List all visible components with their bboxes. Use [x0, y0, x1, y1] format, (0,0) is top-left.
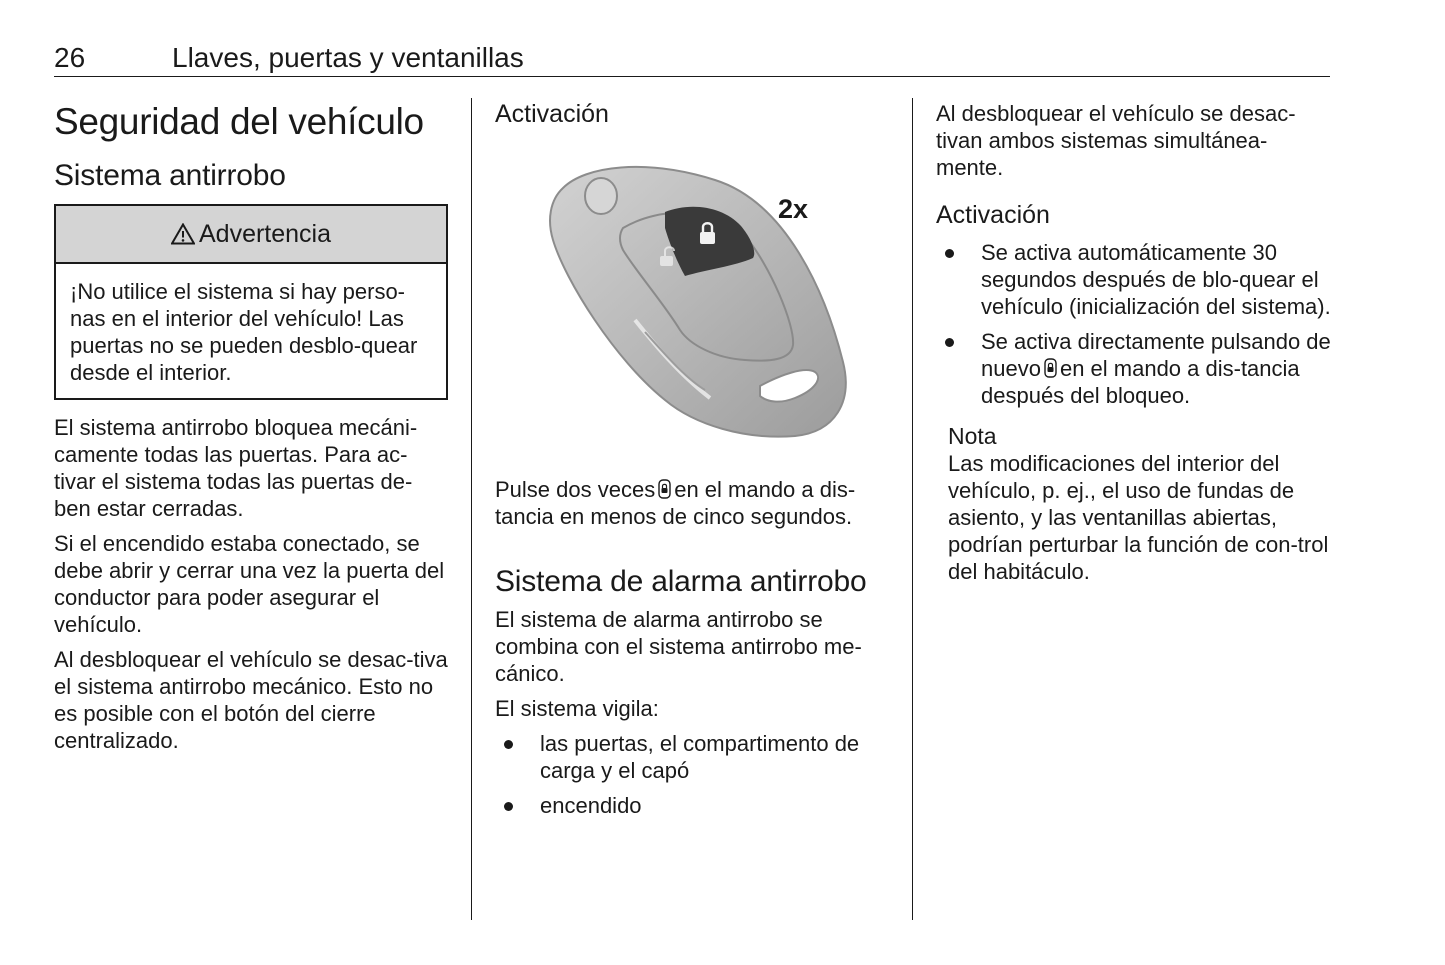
key-fob-illustration	[495, 140, 889, 456]
list-item: Se activa automáticamente 30 segundos después de blo-quear el vehículo (inicialización del sistema).	[936, 239, 1332, 320]
list-item: Se activa directamente pulsando de nuevo en el mando a dis-tancia después del bloqueo.	[936, 328, 1332, 409]
column-divider-1	[471, 98, 472, 920]
warning-box	[54, 204, 448, 400]
page-number: 26	[54, 42, 86, 73]
alarm-section-title: Sistema de alarma antirrobo	[495, 565, 867, 598]
lock-icon	[1044, 358, 1057, 378]
warning-header	[56, 206, 446, 264]
key-fob-drawing	[495, 140, 889, 456]
note-text: Las modificaciones del interior del vehículo, p. ej., el uso de fundas de asiento, y las ventanillas abiertas, podrían perturbar la función de con-trol del habitáculo.	[948, 451, 1329, 584]
bullet-icon	[504, 740, 513, 749]
chapter-title: Llaves, puertas y ventanillas	[172, 42, 524, 73]
column-1	[54, 96, 448, 762]
activation-heading: Activación	[936, 201, 1050, 229]
warning-text: ¡No utilice el sistema si hay perso-nas en el interior del vehículo! Las puertas no se pueden desblo-quear desde el interior.	[70, 279, 418, 385]
section-title: Seguridad del vehículo	[54, 101, 424, 142]
bullet-icon	[945, 249, 954, 258]
column-divider-2	[912, 98, 913, 920]
paragraph: El sistema vigila:	[495, 696, 659, 721]
page-header	[54, 40, 1330, 77]
warning-title: Advertencia	[198, 219, 332, 248]
press-text-after: en el mando a dis-tancia en menos de cinco segundos.	[495, 477, 856, 529]
monitor-list	[495, 730, 891, 819]
bullet-icon	[504, 802, 513, 811]
paragraph: Si el encendido estaba conectado, se debe abrir y cerrar una vez la puerta del conductor para poder asegurar el vehículo.	[54, 531, 445, 637]
paragraph: El sistema antirrobo bloquea mecáni-camente todas las puertas. Para ac-tivar el sistema todas las puertas de-ben estar cerradas.	[54, 415, 418, 521]
warning-body	[56, 264, 446, 398]
press-count-label: 2x	[778, 194, 809, 224]
lock-icon	[658, 479, 671, 499]
subsection-title: Sistema antirrobo	[54, 159, 286, 192]
activation-list	[936, 239, 1332, 409]
column-2	[495, 96, 891, 827]
paragraph: Al desbloquear el vehículo se desac-tiva el sistema antirrobo mecánico. Esto no es posible con el botón del cierre centralizado.	[54, 647, 448, 753]
paragraph: Al desbloquear el vehículo se desac-tivan ambos sistemas simultánea-mente.	[936, 101, 1296, 180]
note-title: Nota	[948, 423, 997, 449]
activation-heading: Activación	[495, 100, 609, 128]
press-instruction	[495, 476, 891, 530]
key-ring-knob	[585, 178, 617, 214]
column-3	[936, 96, 1332, 585]
press-text-before: Pulse dos veces	[495, 477, 656, 502]
list-item: las puertas, el compartimento de carga y el capó	[495, 730, 891, 784]
paragraph: El sistema de alarma antirrobo se combina con el sistema antirrobo me-cánico.	[495, 607, 862, 686]
list-item: encendido	[495, 792, 891, 819]
bullet-icon	[945, 338, 954, 347]
warning-triangle-icon	[171, 223, 195, 245]
